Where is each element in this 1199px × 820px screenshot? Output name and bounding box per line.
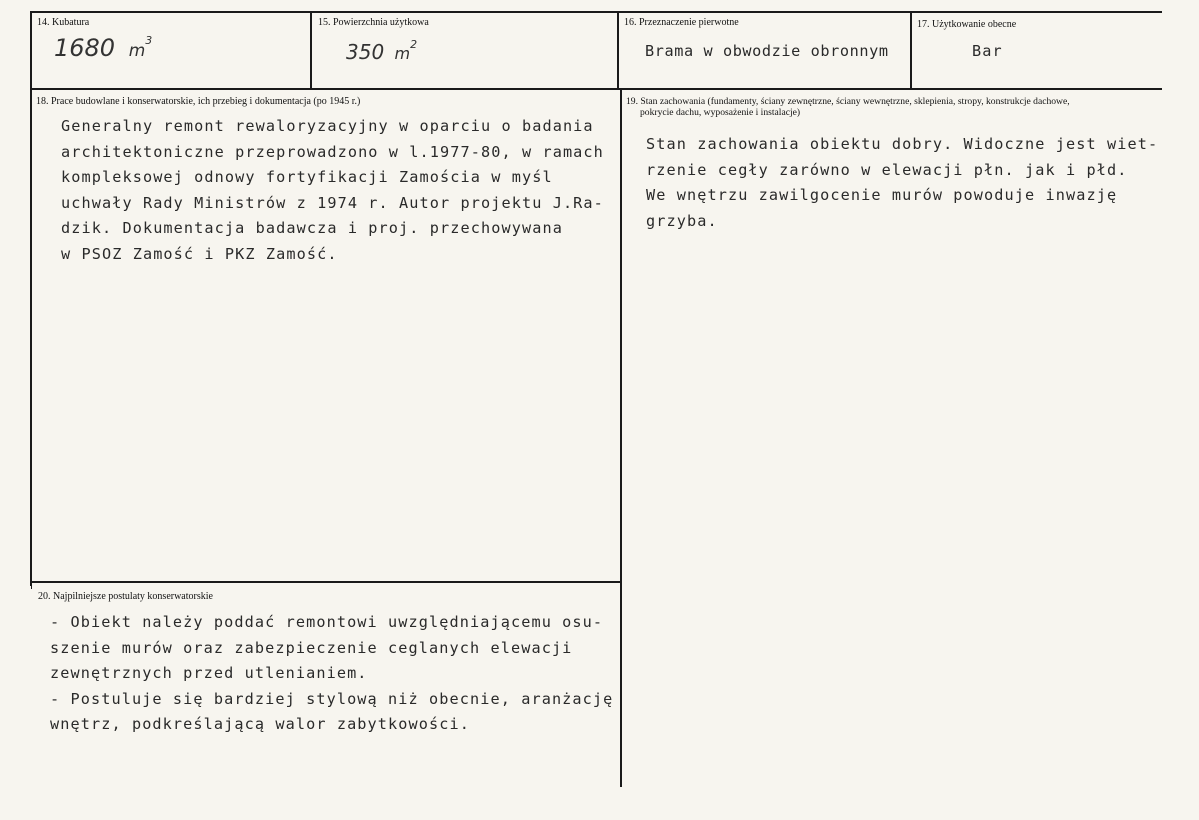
field-18-label: 18. Prace budowlane i konserwatorskie, ich przebieg i dokumentacja (po 1945 r.) <box>36 96 361 107</box>
area-unit-exponent: 2 <box>410 38 418 52</box>
field-18-line-4: uchwały Rady Ministrów z 1974 r. Autor projektu J.Ra- <box>61 193 604 212</box>
field-14-value <box>54 34 152 62</box>
row-divider-1 <box>30 88 1162 90</box>
field-20-line-3: zewnętrznych przed utlenianiem. <box>50 664 368 682</box>
field-17-label: 17. Użytkowanie obecne <box>917 19 1017 30</box>
field-20-line-5: wnętrz, podkreślającą walor zabytkowości. <box>50 715 470 733</box>
row-divider-2 <box>30 581 621 583</box>
area-number: 350 <box>346 40 385 64</box>
field-18-line-1: Generalny remont rewaloryzacyjny w oparciu o badania <box>61 117 594 135</box>
left-border-lower <box>31 581 32 589</box>
field-20-line-4: - Postuluje się bardziej stylową niż obecnie, aranżację <box>50 689 614 708</box>
field-19-line-4: grzyba. <box>646 211 718 230</box>
volume-unit-exponent: 3 <box>145 34 153 47</box>
divider-15-16 <box>617 11 619 89</box>
field-20-line-2: szenie murów oraz zabezpieczenie ceglanych elewacji <box>50 638 573 657</box>
field-15-value <box>346 40 417 64</box>
volume-unit: m <box>128 41 146 61</box>
field-19-line-3: We wnętrzu zawilgocenie murów powoduje inwazję <box>646 186 1118 204</box>
field-17-value: Bar <box>972 42 1003 60</box>
field-20-label: 20. Najpilniejsze postulaty konserwatorskie <box>38 591 213 602</box>
field-19-label-line-2: pokrycie dachu, wyposażenie i instalacje) <box>640 107 801 118</box>
field-19-line-1: Stan zachowania obiektu dobry. Widoczne jest wiet- <box>646 135 1159 153</box>
field-16-label: 16. Przeznaczenie pierwotne <box>624 17 739 28</box>
field-19-line-2: rzenie cegły zarówno w elewacji płn. jak i płd. <box>646 160 1128 179</box>
field-18-line-2: architektoniczne przeprowadzono w l.1977-80, w ramach <box>61 142 604 161</box>
area-unit: m <box>394 44 411 63</box>
divider-14-15 <box>310 11 312 89</box>
field-20-line-1: - Obiekt należy poddać remontowi uwzględniającemu osu- <box>50 613 604 631</box>
field-15-label: 15. Powierzchnia użytkowa <box>318 17 429 28</box>
field-14-label: 14. Kubatura <box>37 17 90 28</box>
divider-16-17 <box>910 11 912 89</box>
field-19-label-line-1: 19. Stan zachowania (fundamenty, ściany zewnętrzne, ściany wewnętrzne, sklepienia, stropy, konstrukcje dachowe, <box>626 96 1070 107</box>
field-16-value: Brama w obwodzie obronnym <box>645 42 889 60</box>
top-border <box>30 11 1162 13</box>
volume-number: 1680 <box>54 34 116 62</box>
field-18-line-5: dzik. Dokumentacja badawcza i proj. przechowywana <box>61 219 563 237</box>
left-border <box>30 11 32 586</box>
divider-18-19 <box>620 89 622 787</box>
field-18-line-6: w PSOZ Zamość i PKZ Zamość. <box>61 244 338 263</box>
field-18-line-3: kompleksowej odnowy fortyfikacji Zamościa w myśl <box>61 168 553 186</box>
